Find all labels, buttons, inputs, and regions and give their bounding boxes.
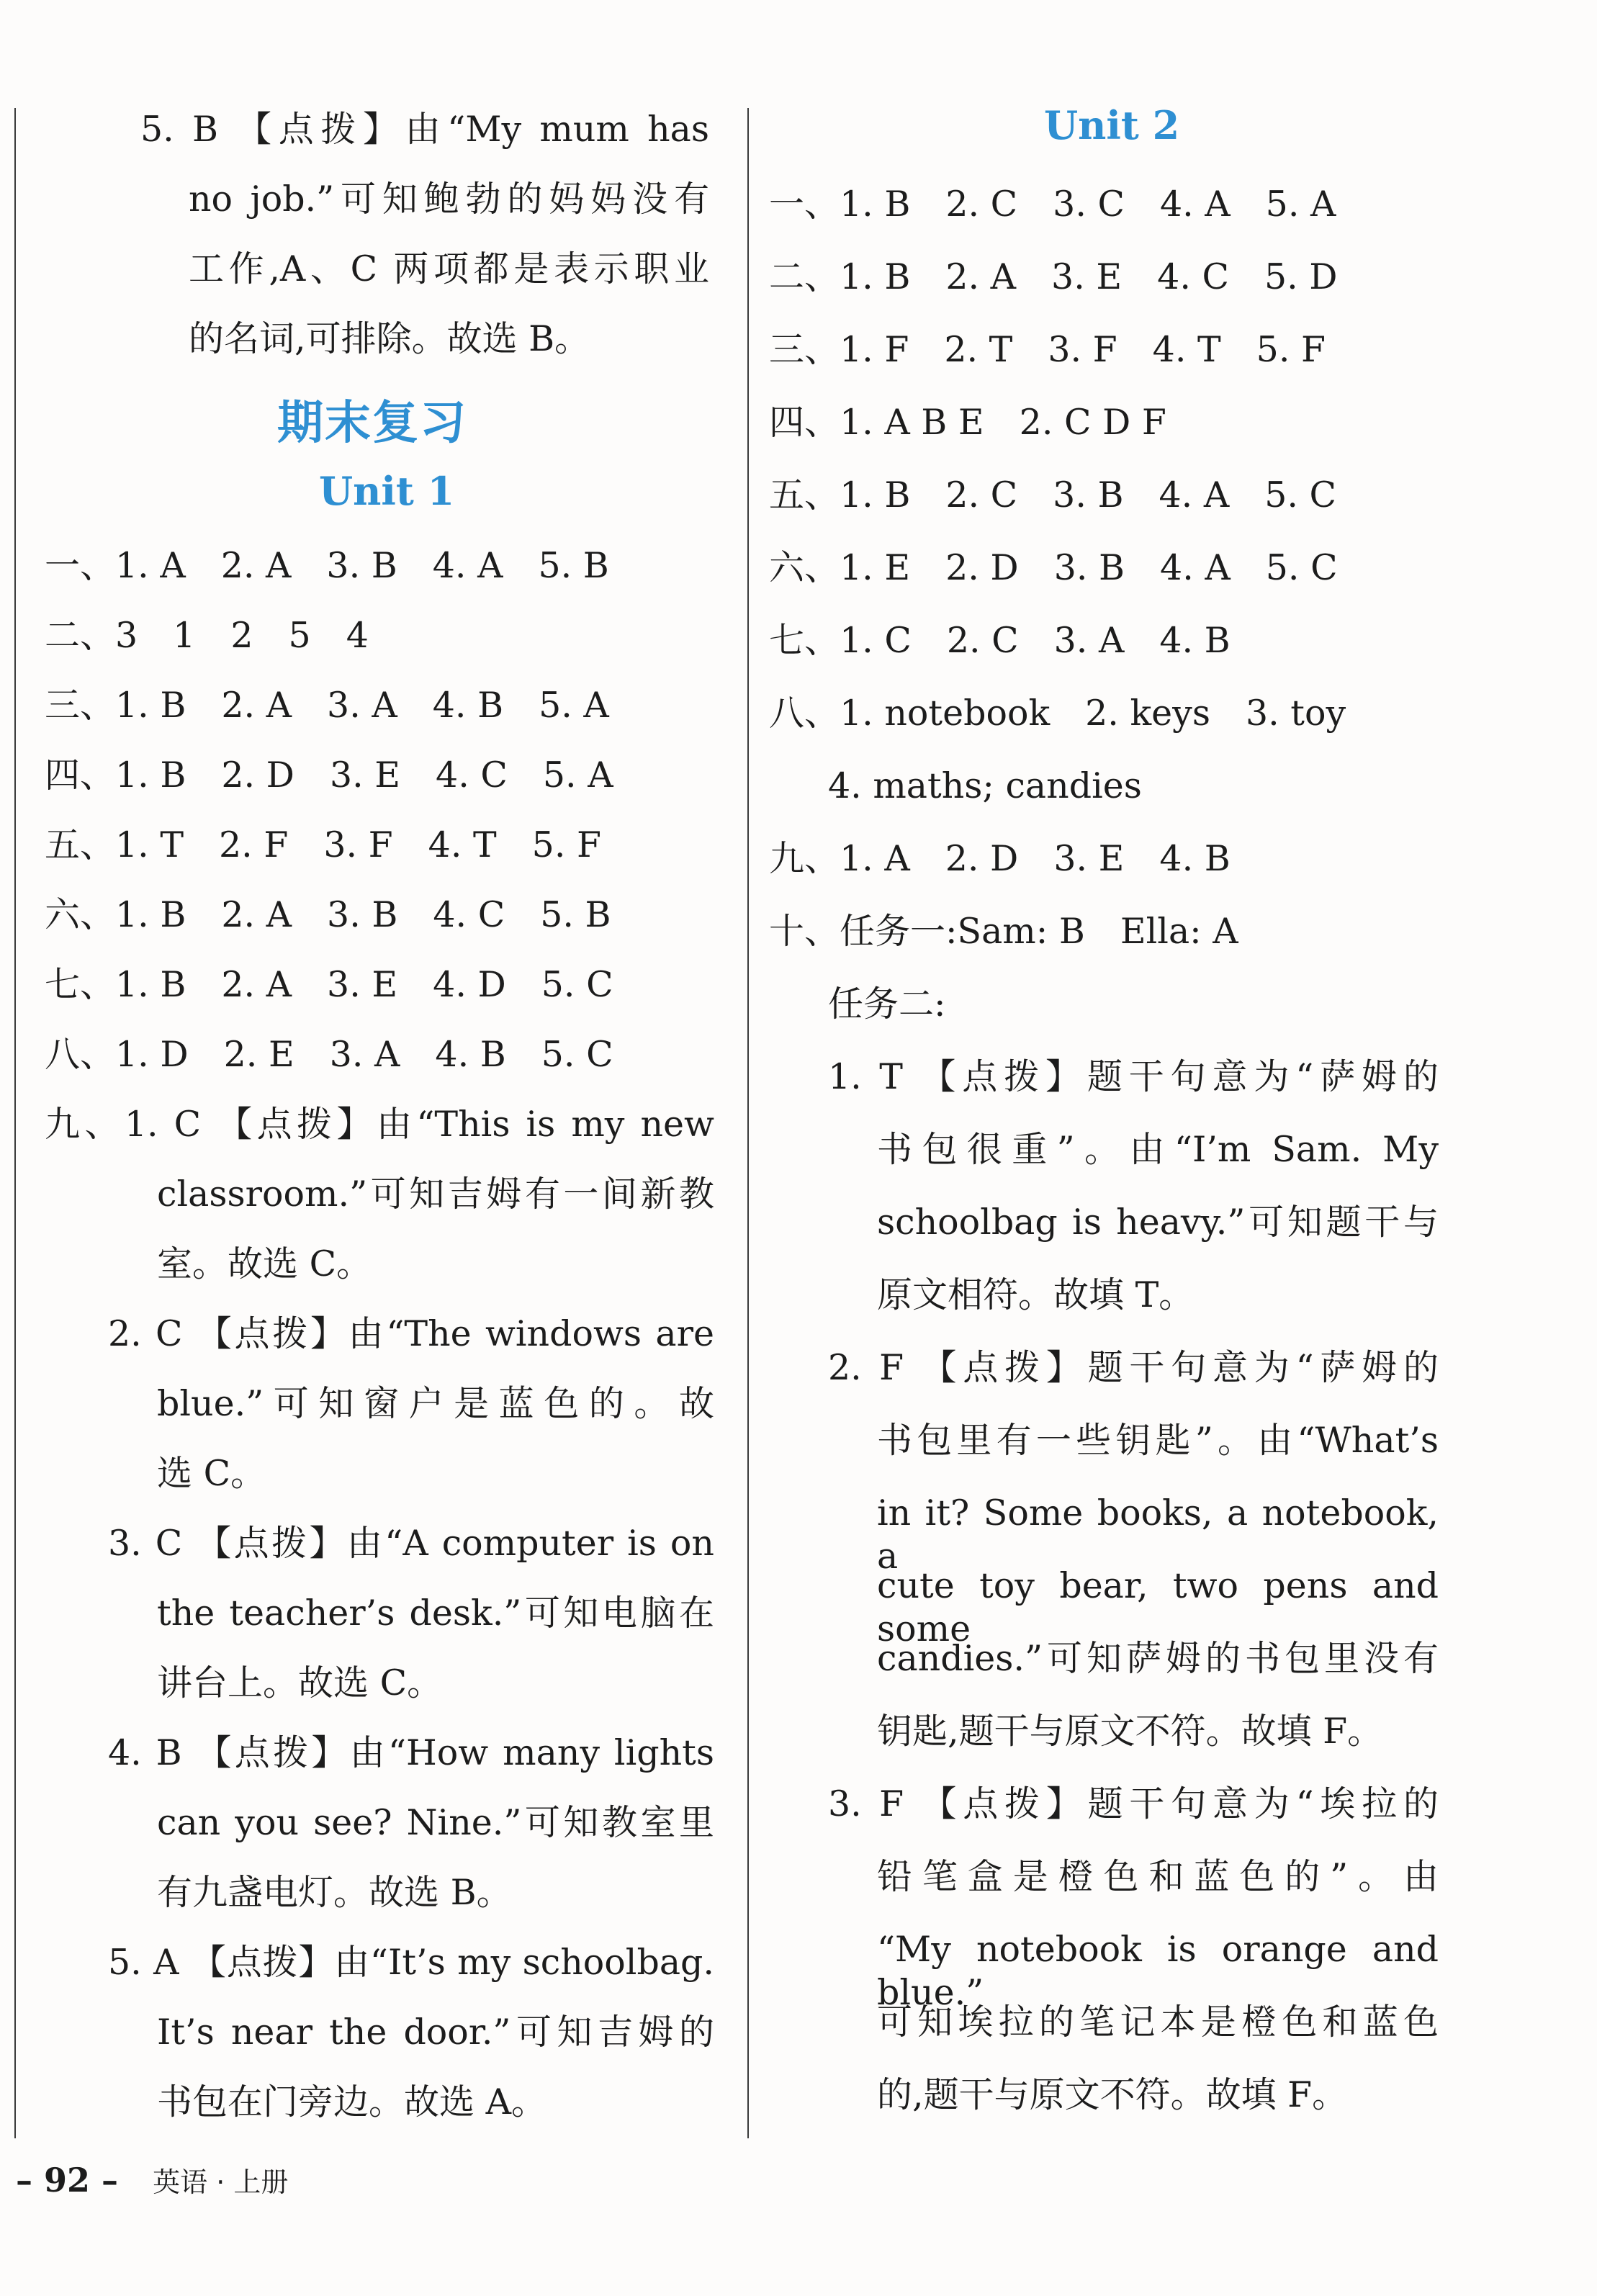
- explanation-line: can you see? Nine.”可知教室里: [157, 1802, 714, 1843]
- answer-row: 4. maths; candies: [828, 765, 1142, 806]
- unit1-title: Unit 1: [319, 468, 455, 514]
- explanation-line: schoolbag is heavy.”可知题干与: [877, 1202, 1439, 1243]
- answer-row: 任务二:: [828, 983, 946, 1025]
- answer-row: 一、1. B 2. C 3. C 4. A 5. A: [769, 184, 1336, 225]
- explanation-line: It’s near the door.”可知吉姆的: [157, 2012, 714, 2053]
- answer-row: 八、1. notebook 2. keys 3. toy: [769, 693, 1346, 734]
- explanation-line: 有九盏电灯。故选 B。: [157, 1872, 512, 1913]
- answer-row: 一、1. A 2. A 3. B 4. A 5. B: [45, 545, 609, 586]
- explanation-line: 3. F 【点拨】题干句意为“埃拉的: [828, 1783, 1439, 1824]
- explanation-line: in it? Some books, a notebook, a: [877, 1493, 1439, 1577]
- left-top-item-line: 5. B 【点拨】由“My mum has: [140, 109, 709, 150]
- explanation-line: 讲台上。故选 C。: [157, 1662, 443, 1703]
- explanation-line: 5. A 【点拨】由“It’s my schoolbag.: [108, 1942, 714, 1983]
- book-name: 英语 · 上册: [153, 2166, 289, 2198]
- explanation-line: blue.”可知窗户是蓝色的。故: [157, 1383, 714, 1424]
- page-footer: [16, 2160, 288, 2200]
- explanation-line: 九、1. C 【点拨】由“This is my new: [45, 1104, 714, 1145]
- explanation-line: cute toy bear, two pens and some: [877, 1565, 1439, 1649]
- answer-row: 三、1. B 2. A 3. A 4. B 5. A: [45, 685, 609, 726]
- answer-row: 十、任务一:Sam: B Ella: A: [769, 911, 1238, 952]
- answer-row: 五、1. B 2. C 3. B 4. A 5. C: [769, 474, 1337, 516]
- answer-row: 二、3 1 2 5 4: [45, 615, 369, 656]
- left-top-item-line: 工作,A、C 两项都是表示职业: [189, 248, 709, 289]
- explanation-line: 书包很重”。由“I’m Sam. My: [877, 1129, 1439, 1170]
- explanation-line: 4. B 【点拨】由“How many lights: [108, 1732, 714, 1773]
- left-top-item-line: no job.”可知鲍勃的妈妈没有: [189, 179, 709, 220]
- explanation-line: 原文相符。故填 T。: [877, 1274, 1195, 1315]
- explanation-line: 选 C。: [157, 1453, 266, 1494]
- answer-row: 五、1. T 2. F 3. F 4. T 5. F: [45, 824, 601, 865]
- explanation-line: “My notebook is orange and blue.”: [877, 1929, 1439, 2013]
- answer-row: 七、1. B 2. A 3. E 4. D 5. C: [45, 964, 613, 1005]
- answer-row: 六、1. B 2. A 3. B 4. C 5. B: [45, 894, 611, 935]
- answer-row: 九、1. A 2. D 3. E 4. B: [769, 838, 1231, 879]
- unit2-title: Unit 2: [1044, 102, 1180, 148]
- explanation-line: classroom.”可知吉姆有一间新教: [157, 1174, 714, 1215]
- left-margin-rule: [14, 108, 16, 2138]
- explanation-line: 3. C 【点拨】由“A computer is on: [108, 1523, 714, 1564]
- explanation-line: 2. F 【点拨】题干句意为“萨姆的: [828, 1347, 1439, 1388]
- explanation-line: 铅笔盒是橙色和蓝色的”。由: [877, 1856, 1439, 1897]
- explanation-line: candies.”可知萨姆的书包里没有: [877, 1638, 1439, 1679]
- answer-row: 三、1. F 2. T 3. F 4. T 5. F: [769, 329, 1326, 370]
- answer-row: 七、1. C 2. C 3. A 4. B: [769, 620, 1231, 661]
- explanation-line: 室。故选 C。: [157, 1243, 372, 1284]
- answer-row: 八、1. D 2. E 3. A 4. B 5. C: [45, 1034, 613, 1075]
- explanation-line: 的,题干与原文不符。故填 F。: [877, 2074, 1348, 2115]
- explanation-line: 钥匙,题干与原文不符。故填 F。: [877, 1711, 1383, 1752]
- answer-row: 四、1. B 2. D 3. E 4. C 5. A: [45, 755, 613, 796]
- answer-row: 四、1. A B E 2. C D F: [769, 402, 1166, 443]
- explanation-line: 2. C 【点拨】由“The windows are: [108, 1313, 714, 1354]
- answer-row: 六、1. E 2. D 3. B 4. A 5. C: [769, 547, 1338, 588]
- answer-row: 二、1. B 2. A 3. E 4. C 5. D: [769, 256, 1338, 297]
- explanation-line: the teacher’s desk.”可知电脑在: [157, 1593, 714, 1634]
- section-title: 期末复习: [277, 397, 467, 450]
- explanation-line: 书包在门旁边。故选 A。: [157, 2081, 546, 2122]
- page-number: – 92 –: [16, 2161, 119, 2200]
- left-top-item-line: 的名词,可排除。故选 B。: [189, 318, 590, 359]
- explanation-line: 1. T 【点拨】题干句意为“萨姆的: [828, 1056, 1439, 1097]
- explanation-line: 可知埃拉的笔记本是橙色和蓝色: [877, 2002, 1439, 2043]
- explanation-line: 书包里有一些钥匙”。由“What’s: [877, 1420, 1439, 1461]
- column-divider: [747, 108, 749, 2138]
